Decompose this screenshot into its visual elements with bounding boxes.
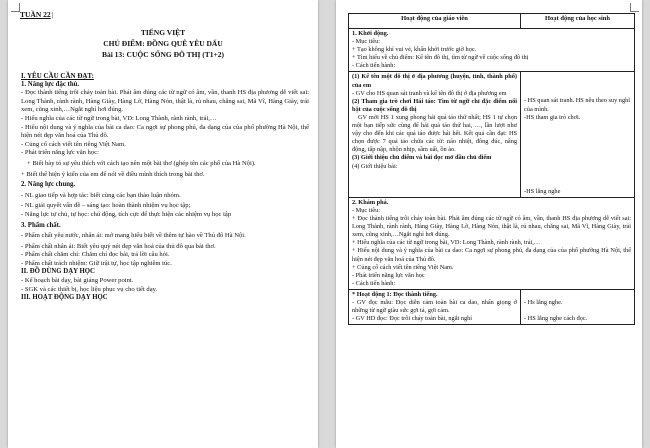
- paragraph: - SGK và các thiết bị, học liệu phục vụ cho tiết dạy.: [21, 285, 158, 293]
- paragraph: - Cách tiến hành:: [352, 279, 396, 287]
- table-cell-student: [521, 72, 635, 197]
- paragraph: - Mục tiêu:: [352, 38, 380, 46]
- activity-title: * Hoạt động 1: Đọc thành tiếng.: [352, 290, 438, 298]
- paragraph: + Hiểu nội dung và ý nghĩa của bài ca dao: Ca ngợi sự phong phú, đa dạng của của phố phường Hà Nội, thể hiện nét đẹp văn hoá của Thủ đô.: [352, 247, 631, 263]
- document-page-right: [336, 0, 642, 448]
- paragraph: - NL giải quyết vấn đề – sáng tạo: hoàn thành nhiệm vụ học tập;: [21, 202, 191, 210]
- table-cell-student: [521, 289, 635, 324]
- lesson-heading: Bài 13: CUỘC SỐNG ĐÔ THỊ (T1+2): [101, 50, 225, 59]
- paragraph: - Phẩm chất trách nhiệm: Giữ trật tự, học tập nghiêm túc.: [21, 259, 172, 267]
- table-row: [349, 197, 635, 289]
- table-cell: [349, 29, 635, 72]
- paragraph: - NL giao tiếp và hợp tác: biết cùng các bạn thảo luận nhóm.: [21, 191, 181, 199]
- paragraph: - Mục tiêu:: [352, 206, 380, 214]
- table-header-row: [349, 14, 635, 29]
- paragraph: - Đọc thành tiếng trôi chảy toàn bài. Phát âm đúng các từ ngữ có âm, vần, thanh HS địa phương dễ viết sai: Long Thành, rành rành, Hàng Giày, Hàng Lờ, Hàng Nón, thật là, rủ nhau, chăng sai, Mã Vĩ, Hàng Giày, trải xem, cũng xinh,…Ngắt nghỉ hơi đúng.: [21, 89, 309, 114]
- paragraph: - Hiểu nội dung và ý nghĩa của bài ca dao: Ca ngợi sự phong phú, đa dạng của của phố phường Hà Nội, thể hiện nét đẹp văn hoá của Thủ đô.: [21, 123, 309, 140]
- paragraph: - Củng cố cách viết tên riêng Việt Nam.: [21, 140, 126, 148]
- column-header-student: Hoạt động của học sinh: [521, 14, 635, 29]
- paragraph: - Hs lắng nghe.: [524, 298, 563, 306]
- activity-title: 1. Khởi động.: [352, 30, 389, 37]
- paragraph: - GV HD đọc: Đọc trôi chảy toàn bài, ngắt nghỉ: [352, 315, 473, 323]
- table-cell: [349, 197, 635, 289]
- paragraph: - GV đọc mẫu: Đọc diễn cảm toàn bài ca dao, nhấn giọng ở những từ ngữ giàu sức gợi tả, gợi cảm.: [352, 298, 517, 315]
- table-row: [349, 72, 635, 197]
- lesson-plan-table: [348, 13, 635, 325]
- subsection-heading: 1. Năng lực đặc thù.: [21, 80, 80, 88]
- activity-title: (2) Tham gia trò chơi Hái táo: Tìm từ ngữ chỉ đặc điểm nổi bật của cuộc sống đô thị: [352, 97, 517, 113]
- paragraph: - GV cho HS quan sát tranh và kể tên đô thị ở địa phương em: [352, 89, 507, 97]
- paragraph: - Kế hoạch bài dạy, bài giảng Power point.: [21, 277, 134, 285]
- page-corner-mark: [630, 3, 639, 12]
- lesson-objectives: [21, 70, 309, 303]
- paragraph: - Phẩm chất chăm chỉ: Chăm chỉ đọc bài, trả lời câu hỏi.: [21, 251, 170, 259]
- theme-heading: CHỦ ĐIỂM: ĐỒNG QUÊ YÊU DẤU: [103, 39, 223, 48]
- paragraph: - Phẩm chất nhân ái: Biết yêu quý nét đẹp văn hoá của thủ đô qua bài thơ.: [21, 242, 216, 250]
- page-corner-mark: [11, 3, 20, 12]
- paragraph: + Biết bày tỏ sự yêu thích với cách tạo nên một bài thơ (ghép tên các phố của Hà Nội).: [27, 159, 256, 167]
- table-row: [349, 289, 635, 324]
- paragraph: - Phát triển năng lực văn học:: [21, 149, 99, 157]
- paragraph: + Tạo không khí vui vẻ, khấn khởi trước giờ học.: [352, 46, 477, 54]
- paragraph: - Phát triển năng lực văn học: [352, 271, 425, 279]
- section-heading: I. YÊU CẦU CẦN ĐẠT:: [21, 72, 94, 80]
- paragraph: - Hiểu nghĩa của các từ ngữ trong bài, VD: Long Thành, rành rành, trải,…: [21, 114, 217, 122]
- paragraph: - Cách tiến hành:: [352, 62, 396, 70]
- paragraph: GV mời HS 1 xung phong hái quả táo thứ nhất; HS 1 tự chọn một bạn tiếp sức cùng để hái quả táo thứ hai, …, lần lượt như vậy cho đến khi các quả táo được hái hết. Kết quả cần đạt: HS chọn được 7 quả táo chứa các từ: náo nhiệt, đông đúc, nâng động, tấp nập, nhộn nhịp, sầm uất, ồn ào.: [352, 113, 517, 154]
- table-cell-teacher: [349, 72, 521, 197]
- paragraph: + Tìm hiểu về chủ điểm: Kể tên đô thị, tìm từ ngữ về cuộc sống đô thị: [352, 54, 529, 62]
- paragraph: -HS lắng nghe: [524, 187, 561, 195]
- paragraph: (4) Giới thiệu bài:: [352, 162, 398, 170]
- section-heading: III. HOẠT ĐỘNG DẠY HỌC: [21, 294, 108, 302]
- table-cell-teacher: [349, 289, 521, 324]
- table-row: [349, 29, 635, 72]
- activity-title: (1) Kể tên một đô thị ở địa phương (huyện, tỉnh, thành phố) của em: [352, 73, 517, 89]
- paragraph: - HS quan sát tranh. HS nêu theo suy nghĩ của mình.: [524, 97, 630, 113]
- paragraph: -HS tham gia trò chơi.: [524, 113, 581, 121]
- paragraph: + Đọc thành tiếng trôi chảy toàn bài. Phát âm đúng các từ ngữ có âm, vần, thanh HS địa phương dễ viết sai: Long Thành, rành rành, Hàng Giày, Hàng Lờ, Hàng Nón, thật là, rủ nhau, chăng sai, Mã Vĩ, Hàng Giày, trải xem, cũng xinh,…Ngắt nghỉ hơi đúng.: [352, 215, 631, 239]
- subsection-heading: 3. Phẩm chất.: [21, 221, 61, 229]
- subject-heading: TIẾNG VIỆT: [140, 28, 186, 37]
- subsection-heading: 2. Năng lực chung.: [21, 181, 76, 189]
- paragraph: + Củng cố cách viết tên riêng Việt Nam.: [352, 263, 454, 271]
- document-page-left: [8, 0, 318, 448]
- section-heading: II. ĐỒ DÙNG DẠY HỌC: [21, 268, 95, 276]
- paragraph: + Biết thể hiện ý kiến của em để nói về điều mình thích trong bài thơ.: [21, 170, 205, 178]
- paragraph: - Năng lực tự chủ, tự học: chú động, tích cực để thực hiện các nhiệm vụ học tập: [21, 210, 232, 218]
- activity-title: 2. Khám phá.: [352, 198, 389, 206]
- column-header-teacher: Hoạt động của giáo viên: [349, 14, 521, 29]
- paragraph: + Hiểu nghĩa của các từ ngữ trong bài, VD: Long Thành, rành rành, trải,…: [352, 239, 541, 247]
- week-label: TUẦN 22|: [20, 10, 54, 19]
- paragraph: - Phẩm chất yêu nước, nhân ái: mở mang hiểu biết về thêm tự hào về Thủ đô Hà Nội.: [21, 232, 246, 240]
- activity-title: (3) Giới thiệu chủ điểm và bài đọc mở đầu chủ điểm: [352, 154, 492, 162]
- paragraph: - HS lắng nghe cách đọc.: [524, 314, 588, 322]
